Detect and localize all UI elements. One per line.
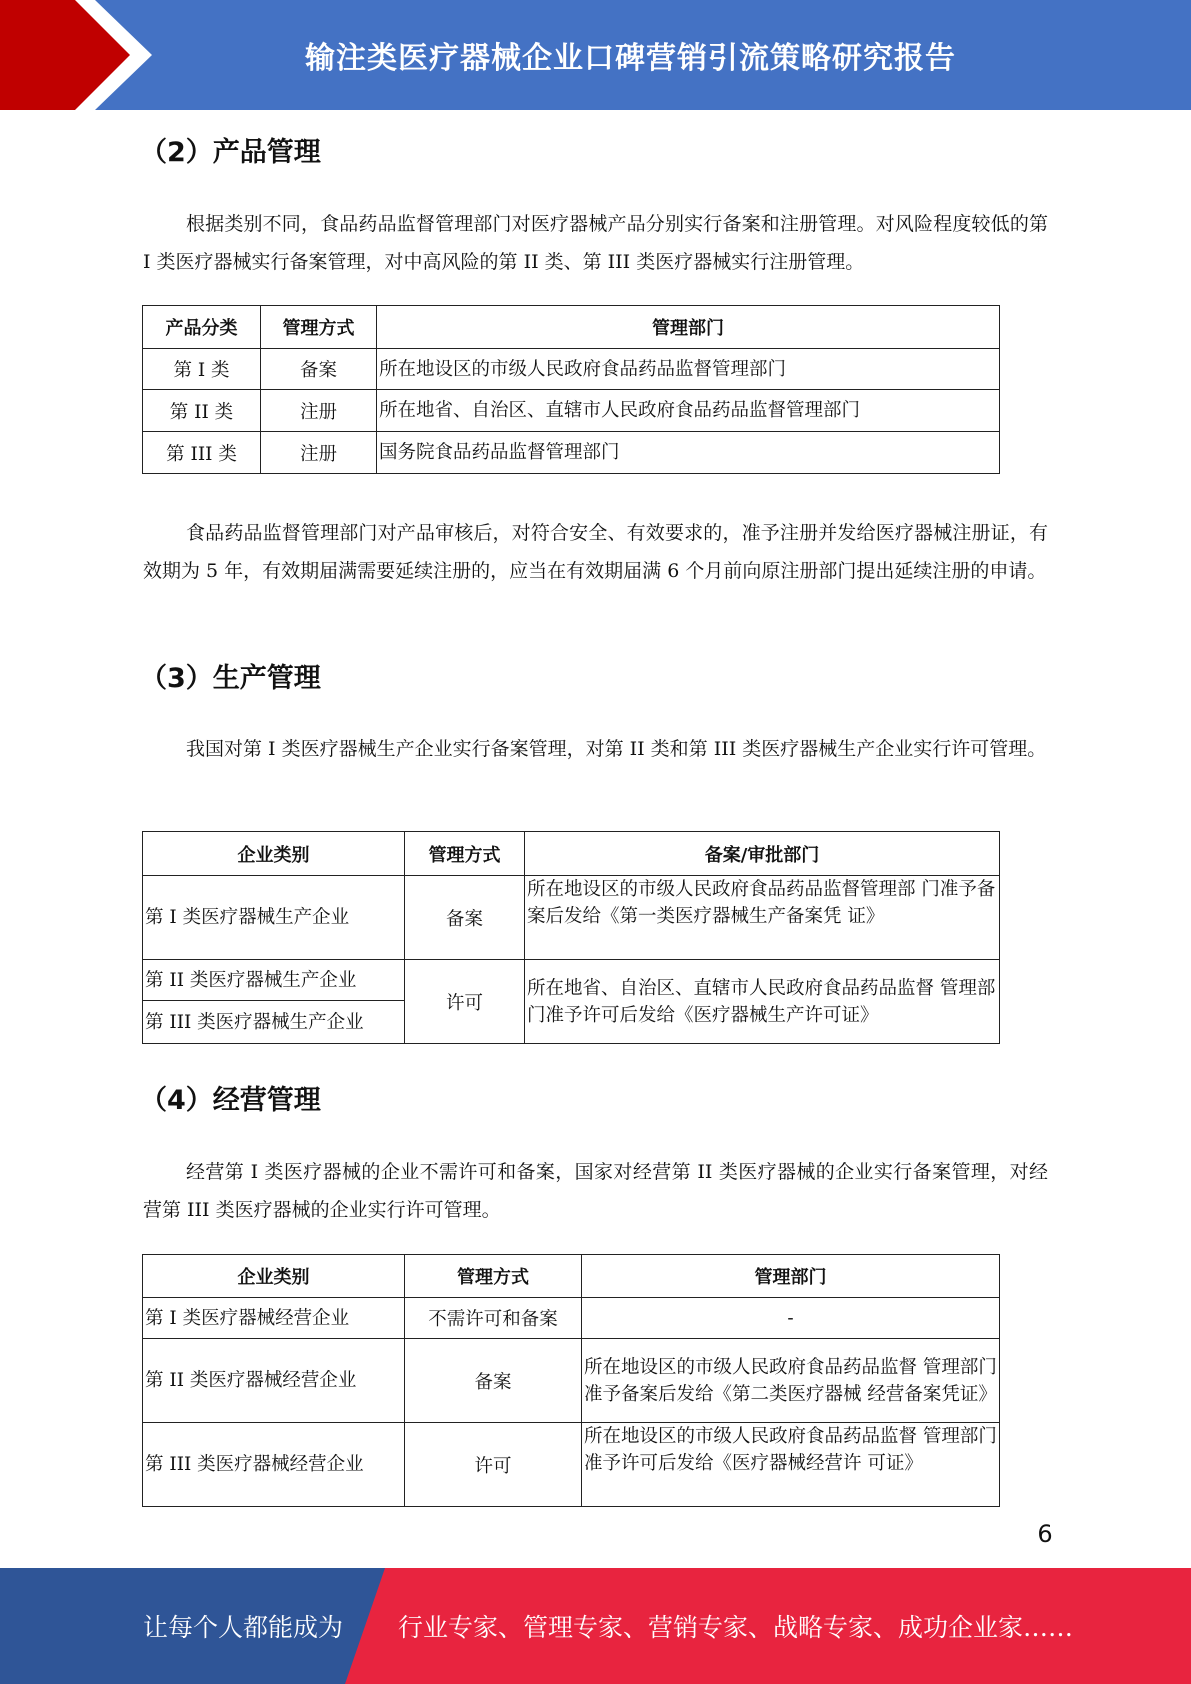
page-header xyxy=(0,0,1191,110)
table-cell: 第 III 类 xyxy=(143,432,261,474)
section-heading-operation: （4）经营管理 xyxy=(140,1085,321,1116)
paragraph: 我国对第 I 类医疗器械生产企业实行备案管理，对第 II 类和第 III 类医疗器械生产企业实行许可管理。 xyxy=(186,738,1047,760)
table-header-cell: 管理部门 xyxy=(582,1255,1000,1298)
table-cell: 所在地设区的市级人民政府食品药品监督管理部门 xyxy=(377,349,1000,390)
table-cell: - xyxy=(582,1298,1000,1339)
table-row xyxy=(143,432,1000,474)
table-row xyxy=(143,349,1000,390)
operation-management-table xyxy=(142,1254,1000,1507)
table-cell: 第 II 类 xyxy=(143,390,261,432)
table-header-cell: 管理部门 xyxy=(377,306,1000,349)
table-header-cell: 管理方式 xyxy=(261,306,377,349)
table-cell: 注册 xyxy=(261,390,377,432)
document-title: 输注类医疗器械企业口碑营销引流策略研究报告 xyxy=(305,41,956,76)
section-heading-product: （2）产品管理 xyxy=(140,137,321,168)
table-cell: 国务院食品药品监督管理部门 xyxy=(377,432,1000,474)
table-cell: 注册 xyxy=(261,432,377,474)
table-row xyxy=(143,1339,1000,1423)
footer-slogan-left: 让每个人都能成为 xyxy=(143,1613,344,1642)
page-number: 6 xyxy=(1037,1520,1053,1548)
table-header-cell: 产品分类 xyxy=(143,306,261,349)
table-cell: 第 III 类医疗器械生产企业 xyxy=(143,1001,405,1044)
table-cell: 第 II 类医疗器械经营企业 xyxy=(143,1339,405,1423)
table-header-cell: 管理方式 xyxy=(405,832,525,876)
table-cell: 第 III 类医疗器械经营企业 xyxy=(143,1423,405,1507)
table-cell: 所在地省、自治区、直辖市人民政府食品药品监督 管理部门准予许可后发给《医疗器械生产许可证》 xyxy=(525,960,1000,1044)
table-cell: 不需许可和备案 xyxy=(405,1298,582,1339)
page-footer xyxy=(0,1568,1191,1684)
paragraph: 根据类别不同，食品药品监督管理部门对医疗器械产品分别实行备案和注册管理。对风险程度较低的第 I 类医疗器械实行备案管理，对中高风险的第 II 类、第 III 类医疗器械实行注册管理。 xyxy=(143,213,1048,273)
table-cell: 备案 xyxy=(261,349,377,390)
table-header-row xyxy=(143,306,1000,349)
table-header-cell: 管理方式 xyxy=(405,1255,582,1298)
product-management-table xyxy=(142,305,1000,474)
paragraph: 食品药品监督管理部门对产品审核后，对符合安全、有效要求的，准予注册并发给医疗器械注册证，有效期为 5 年，有效期届满需要延续注册的，应当在有效期届满 6 个月前向原注册部门提出延续注册的申请。 xyxy=(143,522,1048,582)
table-header-row xyxy=(143,832,1000,876)
table-cell: 第 I 类医疗器械经营企业 xyxy=(143,1298,405,1339)
table-cell: 许可 xyxy=(405,1423,582,1507)
table-cell: 备案 xyxy=(405,1339,582,1423)
table-row xyxy=(143,1423,1000,1507)
table-cell: 备案 xyxy=(405,876,525,960)
table-row xyxy=(143,390,1000,432)
section-heading-production: （3）生产管理 xyxy=(140,663,321,694)
table-cell: 所在地省、自治区、直辖市人民政府食品药品监督管理部门 xyxy=(377,390,1000,432)
production-management-table xyxy=(142,831,1000,1044)
table-row xyxy=(143,876,1000,960)
footer-slogan-right: 行业专家、管理专家、营销专家、战略专家、成功企业家…… xyxy=(398,1613,1074,1642)
table-header-cell: 备案/审批部门 xyxy=(525,832,1000,876)
table-cell: 所在地设区的市级人民政府食品药品监督管理部 门准予备案后发给《第一类医疗器械生产备案凭 证》 xyxy=(525,876,1000,960)
paragraph: 经营第 I 类医疗器械的企业不需许可和备案，国家对经营第 II 类医疗器械的企业实行备案管理，对经营第 III 类医疗器械的企业实行许可管理。 xyxy=(143,1161,1048,1221)
table-row xyxy=(143,960,1000,1001)
table-header-row xyxy=(143,1255,1000,1298)
table-cell: 所在地设区的市级人民政府食品药品监督 管理部门准予许可后发给《医疗器械经营许 可证》 xyxy=(582,1423,1000,1507)
table-cell: 许可 xyxy=(405,960,525,1044)
table-cell: 第 II 类医疗器械生产企业 xyxy=(143,960,405,1001)
table-cell: 第 I 类 xyxy=(143,349,261,390)
table-header-cell: 企业类别 xyxy=(143,832,405,876)
table-header-cell: 企业类别 xyxy=(143,1255,405,1298)
table-cell: 第 I 类医疗器械生产企业 xyxy=(143,876,405,960)
table-row xyxy=(143,1298,1000,1339)
table-cell: 所在地设区的市级人民政府食品药品监督 管理部门准予备案后发给《第二类医疗器械 经营备案凭证》 xyxy=(582,1339,1000,1423)
